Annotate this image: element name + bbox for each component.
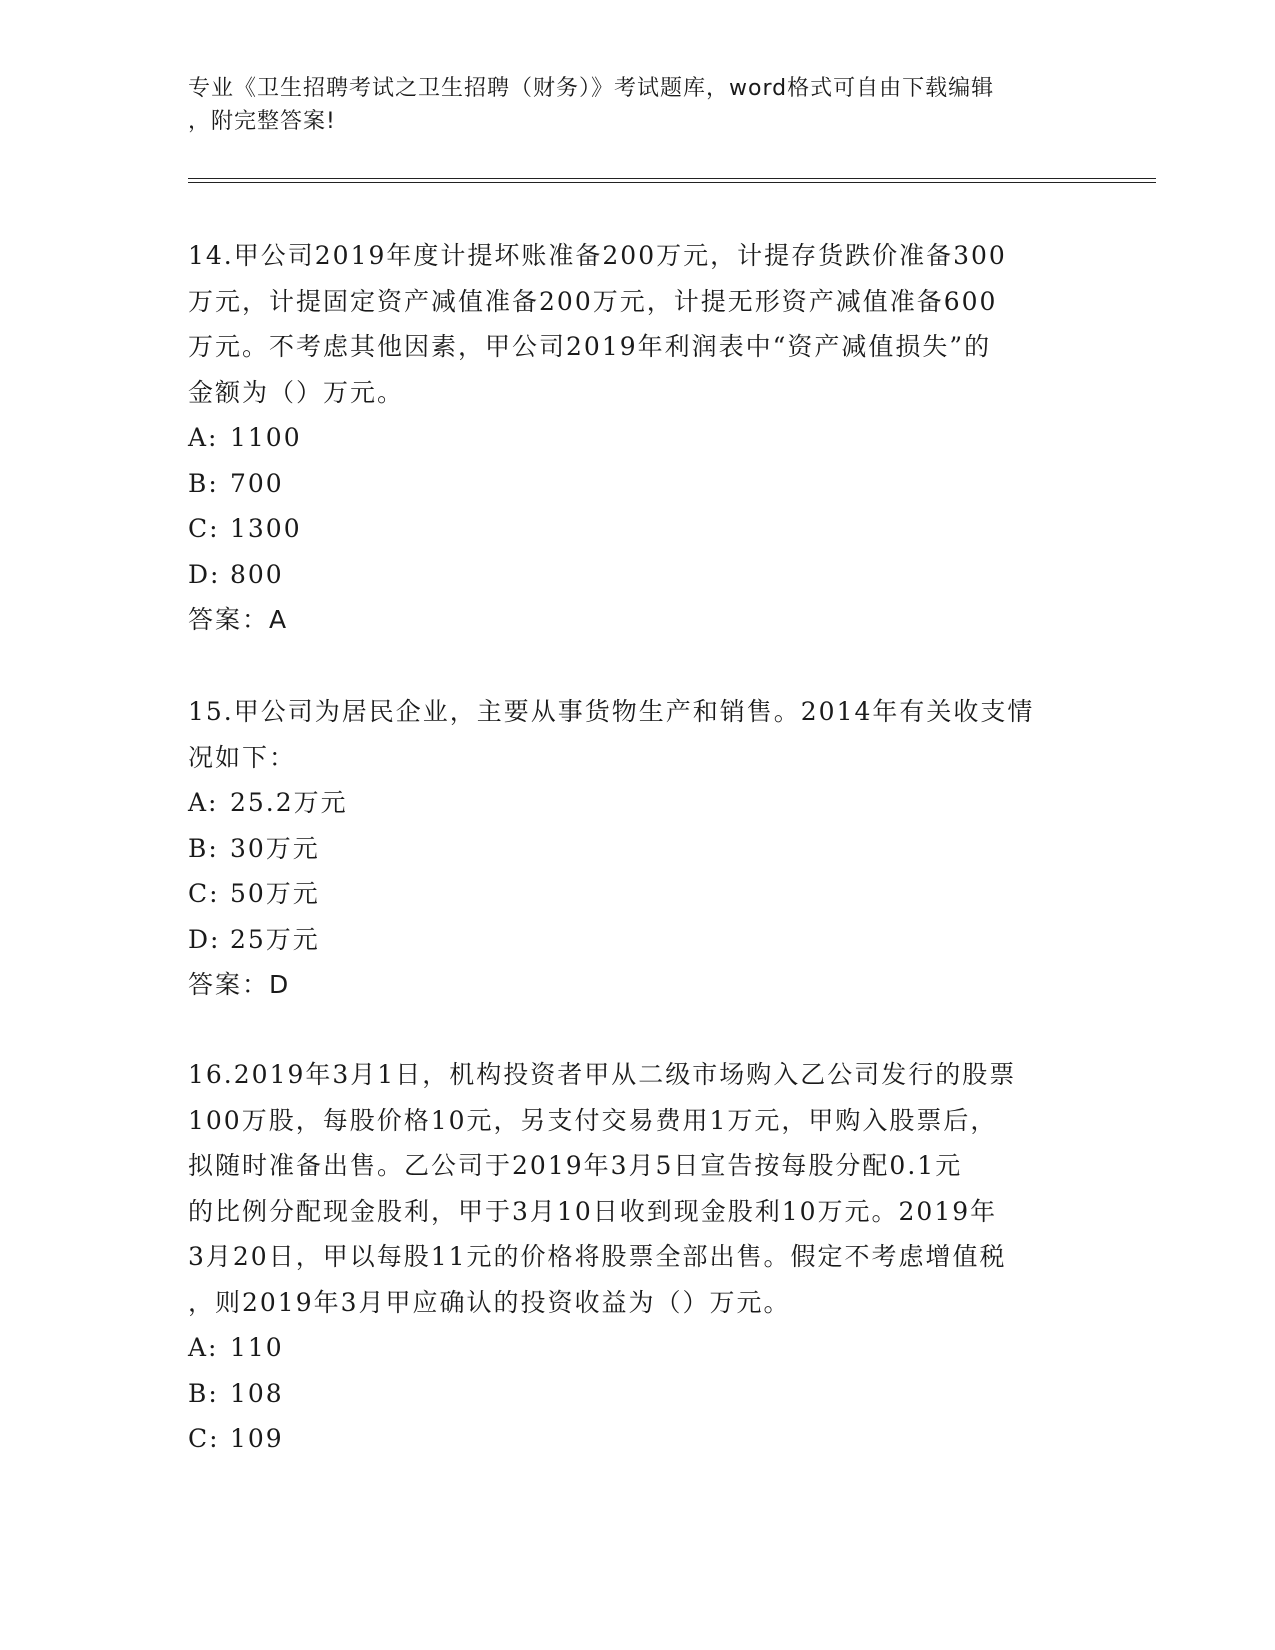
stem-line: 16.2019年3月1日，机构投资者甲从二级市场购入乙公司发行的股票 [188,1060,1017,1089]
option-letter: A: [188,423,219,452]
option-d [188,917,1088,963]
option-letter: A: [188,788,219,817]
question-15 [188,689,1088,1008]
question-stem [188,233,1088,415]
option-letter: C: [188,879,220,908]
question-stem [188,1052,1088,1325]
stem-line: 万元，计提固定资产减值准备200万元，计提无形资产减值准备600 [188,286,998,316]
stem-line: ，则2019年3月甲应确认的投资收益为（）万元。 [188,1287,791,1317]
option-letter: D: [188,559,221,589]
stem-line: 万元。不考虑其他因素，甲公司2019年利润表中“资产减值损失”的 [188,332,992,361]
question-16 [188,1052,1088,1462]
stem-line: 金额为（）万元。 [188,377,405,407]
option-letter: C: [188,1424,220,1453]
question-14 [188,233,1088,643]
option-c [188,506,1088,552]
option-text: 50万元 [230,879,320,908]
option-text: 1100 [230,423,302,452]
option-c [188,871,1088,917]
stem-line: 的比例分配现金股利，甲于3月10日收到现金股利10万元。2019年 [188,1196,998,1226]
header-title-line-2: ，附完整答案! [188,109,336,134]
option-letter: B: [188,1378,219,1408]
option-text: 109 [230,1424,284,1453]
document-header [188,72,1088,138]
header-divider [188,178,1156,183]
option-b [188,461,1088,507]
option-text: 700 [230,468,284,498]
option-text: 108 [230,1378,284,1408]
option-a [188,780,1088,826]
answer-line: 答案：D [188,970,291,999]
option-text: 110 [230,1333,284,1362]
option-text: 30万元 [230,833,320,863]
stem-line: 3月20日，甲以每股11元的价格将股票全部出售。假定不考虑增值税 [188,1242,1007,1271]
stem-line: 况如下： [188,742,297,772]
option-letter: D: [188,924,221,954]
option-b [188,826,1088,872]
option-d [188,552,1088,598]
answer-line: 答案：A [188,605,289,634]
stem-line: 14.甲公司2019年度计提坏账准备200万元，计提存货跌价准备300 [188,241,1007,270]
stem-line: 拟随时准备出售。乙公司于2019年3月5日宣告按每股分配0.1元 [188,1151,963,1180]
option-b [188,1371,1088,1417]
option-text: 1300 [230,514,302,543]
option-text: 25万元 [230,924,320,954]
question-stem [188,689,1088,780]
option-c [188,1416,1088,1462]
option-a [188,1325,1088,1371]
header-title-line-1: 专业《卫生招聘考试之卫生招聘（财务）》考试题库，word格式可自由下载编辑 [188,76,995,101]
option-text: 25.2万元 [230,788,348,817]
option-letter: B: [188,833,219,863]
stem-line: 100万股，每股价格10元，另支付交易费用1万元，甲购入股票后， [188,1105,998,1135]
option-letter: B: [188,468,219,498]
stem-line: 15.甲公司为居民企业，主要从事货物生产和销售。2014年有关收支情 [188,697,1035,726]
option-text: 800 [230,559,284,589]
option-letter: C: [188,514,220,543]
option-a [188,415,1088,461]
option-letter: A: [188,1333,219,1362]
